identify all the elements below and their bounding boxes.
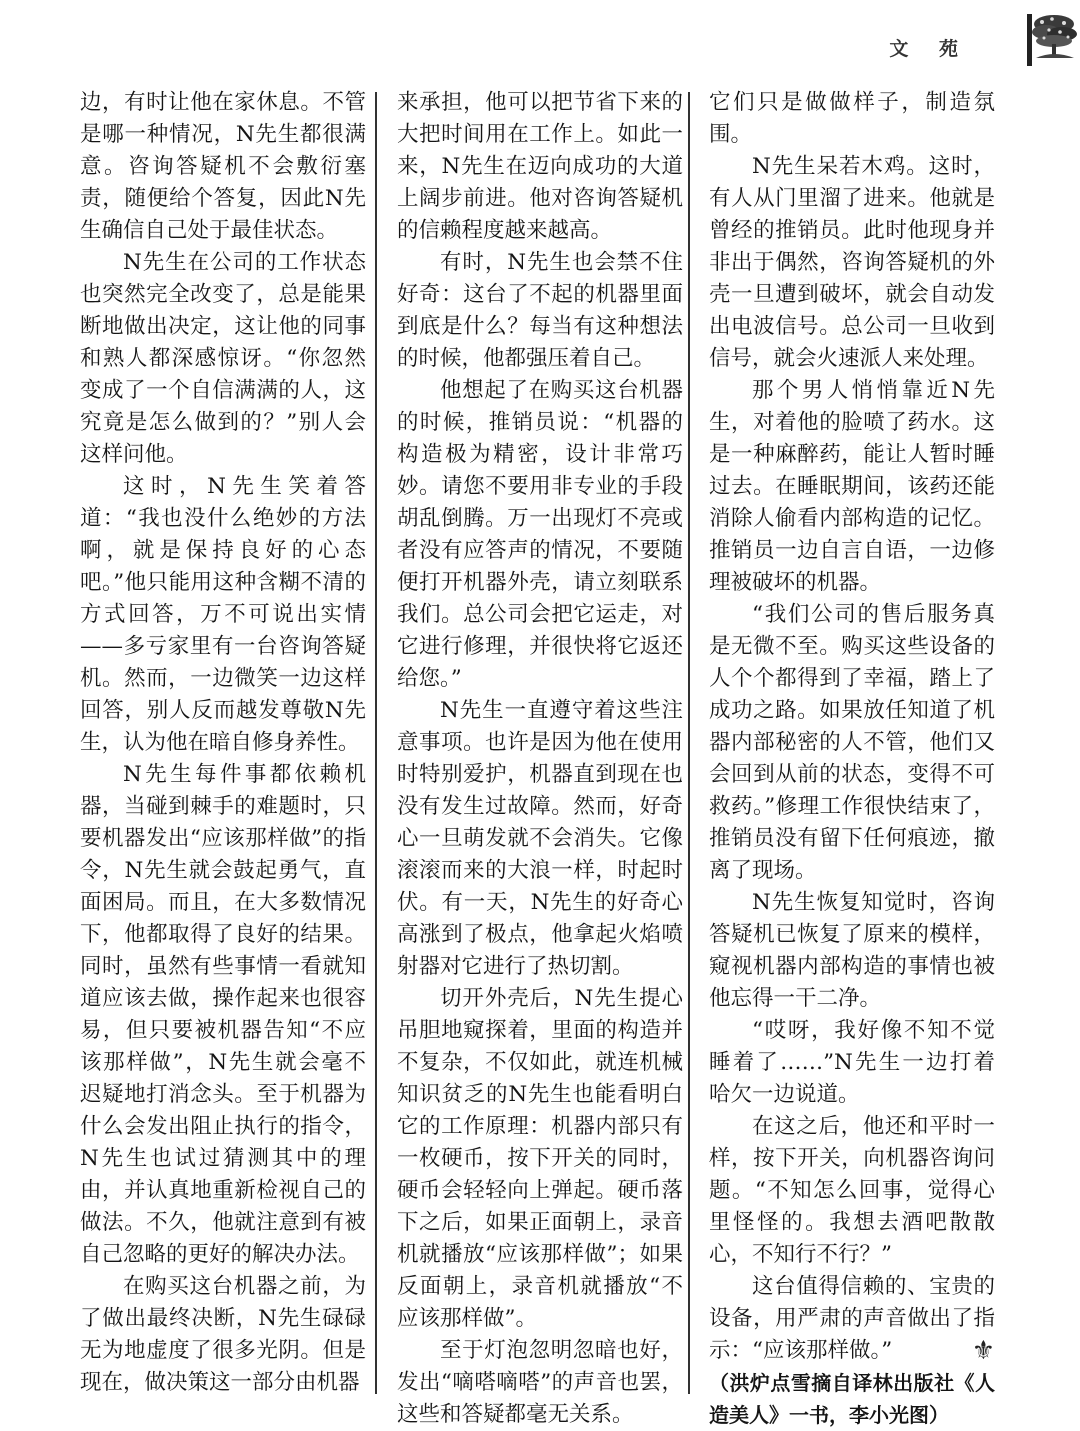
paragraph: 在购买这台机器之前，为了做出最终决断，N先生碌碌无为地虚度了很多光阴。但是现在，做决策这一部分由机器: [80, 1274, 366, 1395]
paragraph: N先生一直遵守着这些注意事项。也许是因为他在使用时特别爱护，机器直到现在也没有发生过故障。然而，好奇心一旦萌发就不会消失。它像滚滚而来的大浪一样，时起时伏。有一天，N先生的好奇心高涨到了极点，他拿起火焰喷射器对它进行了热切割。: [397, 698, 683, 979]
end-mark-icon: ⚜: [971, 1336, 995, 1366]
paragraph: 边，有时让他在家休息。不管是哪一种情况，N先生都很满意。咨询答疑机不会敷衍塞责，随便给个答复，因此N先生确信自己处于最佳状态。: [80, 90, 366, 243]
paragraph: “我们公司的售后服务真是无微不至。购买这些设备的人个个都得到了幸福，踏上了成功之路。如果放任知道了机器内部秘密的人不管，他们又会回到从前的状态，变得不可救药。”修理工作很快结束了，推销员没有留下任何痕迹，撤离了现场。: [709, 602, 995, 883]
paragraph: N先生每件事都依赖机器，当碰到棘手的难题时，只要机器发出“应该那样做”的指令，N先生就会鼓起勇气，直面困局。而且，在大多数情况下，他都取得了良好的结果。同时，虽然有些事情一看就知道应该去做，操作起来也很容易，但只要被机器告知“不应该那样做”，N先生就会毫不迟疑地打消念头。至于机器为什么会发出阻止执行的指令，N先生也试过猜测其中的理由，并认真地重新检视自己的做法。不久，他就注意到有被自己忽略的更好的解决办法。: [80, 762, 366, 1267]
text-column-1: [80, 87, 366, 1399]
paragraph: 来承担，他可以把节省下来的大把时间用在工作上。如此一来，N先生在迈向成功的大道上阔步前进。他对咨询答疑机的信赖程度越来越高。: [397, 90, 683, 243]
paragraph-final: [709, 1271, 995, 1367]
paragraph: “哎呀，我好像不知不觉睡着了……”N先生一边打着哈欠一边说道。: [709, 1018, 995, 1107]
paragraph-final-text: 这台值得信赖的、宝贵的设备，用严肃的声音做出了指示：“应该那样做。”: [709, 1274, 995, 1363]
paragraph: 他想起了在购买这台机器的时候，推销员说：“机器的构造极为精密，设计非常巧妙。请您不要用非专业的手段胡乱倒腾。万一出现灯不亮或者没有应答声的情况，不要随便打开机器外壳，请立刻联系我们。总公司会把它运走，对它进行修理，并很快将它返还给您。”: [397, 378, 683, 691]
paragraph: 它们只是做做样子，制造氛围。: [709, 90, 995, 147]
text-column-2: [397, 87, 683, 1431]
paragraph: 这时，N先生笑着答道：“我也没什么绝妙的方法啊，就是保持良好的心态吧。”他只能用这种含糊不清的方式回答，万不可说出实情——多亏家里有一台咨询答疑机。然而，一边微笑一边这样回答，别人反而越发尊敬N先生，认为他在暗自修身养性。: [80, 474, 366, 755]
paragraph: N先生呆若木鸡。这时，有人从门里溜了进来。他就是曾经的推销员。此时他现身并非出于偶然，咨询答疑机的外壳一旦遭到破坏，就会自动发出电波信号。总公司一旦收到信号，就会火速派人来处理。: [709, 154, 995, 371]
paragraph: N先生恢复知觉时，咨询答疑机已恢复了原来的模样，窥视机器内部构造的事情也被他忘得一干二净。: [709, 890, 995, 1011]
source-credit: （洪炉点雪摘自译林出版社《人造美人》一书，李小光图）: [709, 1371, 995, 1427]
paragraph: 至于灯泡忽明忽暗也好，发出“嘀嗒嘀嗒”的声音也罢，这些和答疑都毫无关系。: [397, 1338, 683, 1427]
paragraph: 切开外壳后，N先生提心吊胆地窥探着，里面的构造并不复杂，不仅如此，就连机械知识贫乏的N先生也能看明白它的工作原理：机器内部只有一枚硬币，按下开关的同时，硬币会轻轻向上弹起。硬币落下之后，如果正面朝上，录音机就播放“应该那样做”；如果反面朝上，录音机就播放“不应该那样做”。: [397, 986, 683, 1331]
column-divider: [375, 92, 377, 1394]
text-column-3: [709, 87, 995, 1431]
tree-logo-icon: [1024, 10, 1080, 62]
paragraph: 有时，N先生也会禁不住好奇：这台了不起的机器里面到底是什么？每当有这种想法的时候，他都强压着自己。: [397, 250, 683, 371]
paragraph: 在这之后，他还和平时一样，按下开关，向机器咨询问题。“不知怎么回事，觉得心里怪怪的。我想去酒吧散散心，不知行不行？”: [709, 1114, 995, 1267]
column-divider: [688, 92, 690, 1394]
section-label: 文 苑: [889, 38, 970, 60]
paragraph: 那个男人悄悄靠近N先生，对着他的脸喷了药水。这是一种麻醉药，能让人暂时睡过去。在睡眠期间，该药还能消除人偷看内部构造的记忆。推销员一边自言自语，一边修理被破坏的机器。: [709, 378, 995, 595]
page-header: [0, 0, 1080, 80]
paragraph: N先生在公司的工作状态也突然完全改变了，总是能果断地做出决定，这让他的同事和熟人都深感惊讶。“你忽然变成了一个自信满满的人，这究竟是怎么做到的？”别人会这样问他。: [80, 250, 366, 467]
